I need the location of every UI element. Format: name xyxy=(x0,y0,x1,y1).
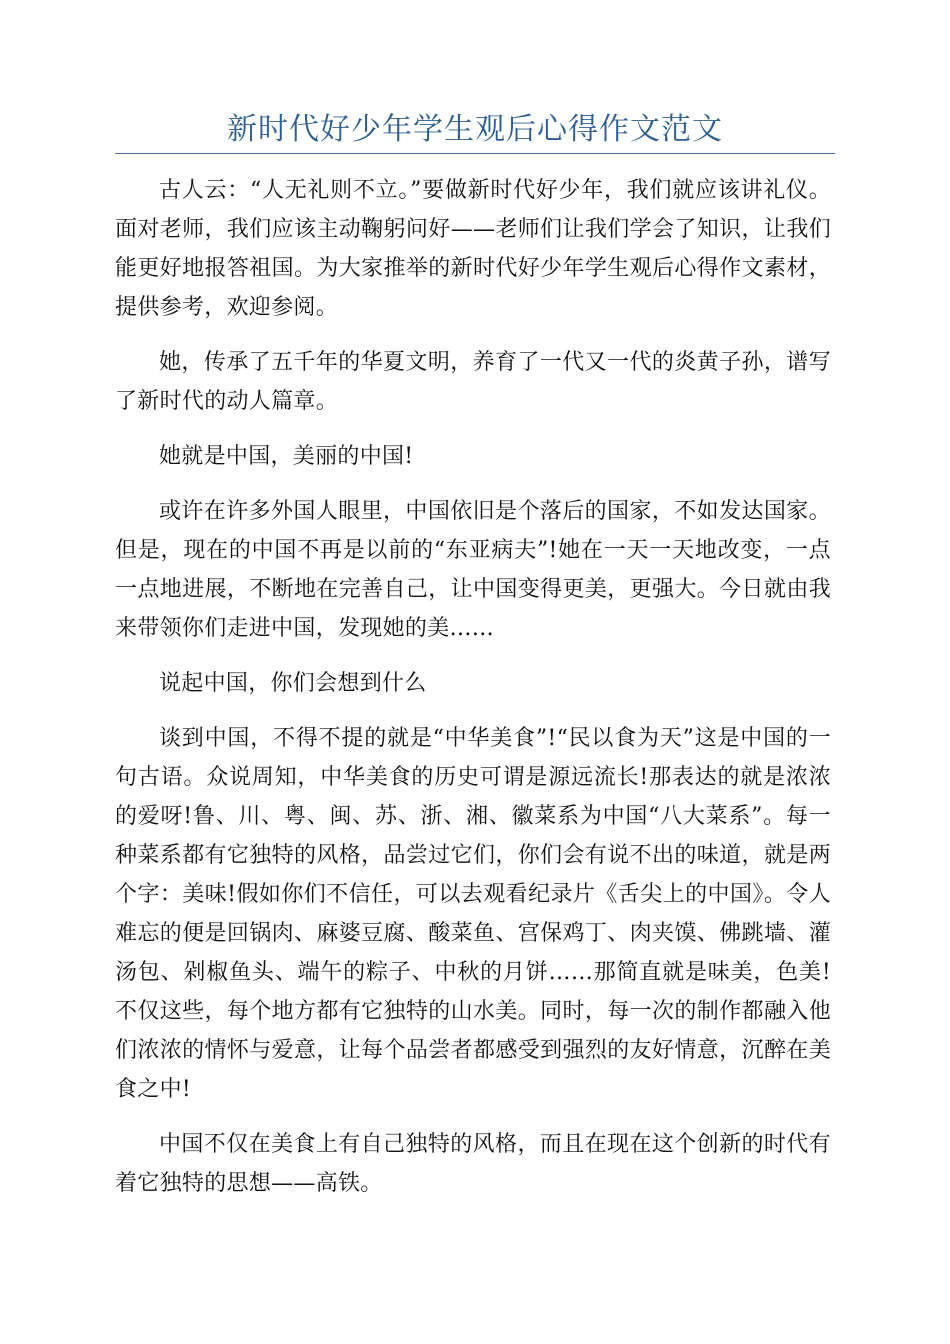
paragraph-question: 说起中国，你们会想到什么 xyxy=(159,671,427,696)
document-body xyxy=(115,171,831,1219)
paragraph-intro: 古人云：“人无礼则不立。”要做新时代好少年，我们就应该讲礼仪。面对老师，我们应该主动鞠躬问好——老师们让我们学会了知识，让我们能更好地报答祖国。为大家推举的新时代好少年学生观后心得作文素材，提供参考，欢迎参阅。 xyxy=(115,178,831,320)
paragraph-heritage: 她，传承了五千年的华夏文明，养育了一代又一代的炎黄子孙，谱写了新时代的动人篇章。 xyxy=(115,350,831,414)
paragraph-high-speed-rail: 中国不仅在美食上有自己独特的风格，而且在现在这个创新的时代有着它独特的思想——高铁。 xyxy=(115,1132,831,1196)
title-underline xyxy=(115,153,835,154)
page-title: 新时代好少年学生观后心得作文范文 xyxy=(227,112,723,147)
paragraph-changing-china: 或许在许多外国人眼里，中国依旧是个落后的国家，不如发达国家。但是，现在的中国不再是以前的“东亚病夫”!她在一天一天地改变，一点一点地进展，不断地在完善自己，让中国变得更美，更强大。今日就由我来带领你们走进中国，发现她的美…… xyxy=(115,499,831,641)
paragraph-beautiful-china: 她就是中国，美丽的中国! xyxy=(159,444,414,469)
paragraph-chinese-food: 谈到中国，不得不提的就是“中华美食”!“民以食为天”这是中国的一句古语。众说周知，中华美食的历史可谓是源远流长!那表达的就是浓浓的爱呀!鲁、川、粤、闽、苏、浙、湘、徽菜系为中国“八大菜系”。每一种菜系都有它独特的风格，品尝过它们，你们会有说不出的味道，就是两个字：美味!假如你们不信任，可以去观看纪录片《舌尖上的中国》。令人难忘的便是回锅肉、麻婆豆腐、酸菜鱼、宫保鸡丁、肉夹馍、佛跳墙、灌汤包、剁椒鱼头、端午的粽子、中秋的月饼……那简直就是味美，色美!不仅这些，每个地方都有它独特的山水美。同时，每一次的制作都融入他们浓浓的情怀与爱意，让每个品尝者都感受到强烈的友好情意，沉醉在美食之中! xyxy=(115,726,831,1102)
